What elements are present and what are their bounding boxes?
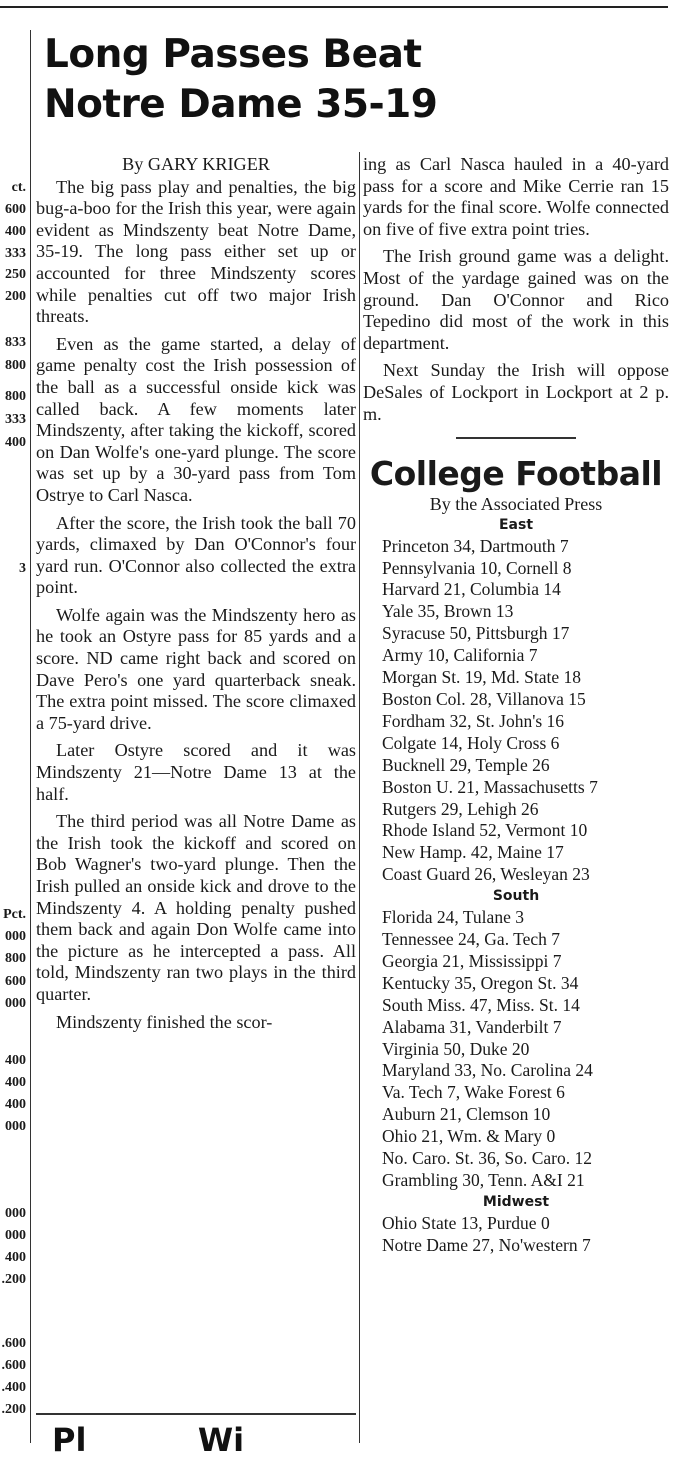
score-line: Yale 35, Brown 13	[382, 601, 514, 622]
score-line: Harvard 21, Columbia 14	[382, 579, 561, 600]
article-paragraph: The big pass play and penalties, the big bug-a-boo for the Irish this year, were again evident as Mindszenty beat Notre Dame, 35-19. The long pass either set up or accounted for three Mindszenty scores while penalties cut off two major Irish threats.	[36, 176, 356, 327]
region-heading-east: East	[498, 516, 534, 533]
article-paragraph: Later Ostyre scored and it was Mindszenty 21—Notre Dame 13 at the half.	[36, 740, 356, 804]
gutter-value: 000	[5, 996, 26, 1011]
article-paragraph: Even as the game started, a delay of game penalty cost the Irish possession of the ball as a successful onside kick was called back. A few moments later Mindszenty, after taking the kickoff, scored on Dan Wolfe's one-yard plunge. The score was set up by a 30-yard pass from Tom Ostrye to Carl Nasca.	[36, 333, 356, 505]
gutter-value: 200	[5, 289, 26, 304]
score-line: Auburn 21, Clemson 10	[382, 1104, 551, 1125]
gutter-value: .200	[1, 1402, 26, 1417]
score-line: Coast Guard 26, Wesleyan 23	[382, 864, 590, 885]
score-line: Ohio 21, Wm. & Mary 0	[382, 1126, 556, 1147]
headline-line-2: Notre Dame 35-19	[44, 82, 438, 127]
score-line: Tennessee 24, Ga. Tech 7	[382, 929, 560, 950]
article-paragraph: The Irish ground game was a delight. Most of the yardage gained was on the ground. Dan O'Connor and Rico Tepedino did most of the work in this department.	[363, 246, 669, 353]
score-line: Fordham 32, St. John's 16	[382, 710, 565, 731]
region-heading-midwest: Midwest	[482, 1193, 550, 1210]
gutter-value: 400	[5, 224, 26, 239]
section-divider	[456, 437, 576, 439]
score-line: Syracuse 50, Pittsburgh 17	[382, 623, 570, 644]
score-line: Georgia 21, Mississippi 7	[382, 950, 562, 971]
score-line: South Miss. 47, Miss. St. 14	[382, 994, 580, 1015]
score-line: Princeton 34, Dartmouth 7	[382, 535, 569, 556]
gutter-value: 400	[5, 1250, 26, 1265]
score-line: Maryland 33, No. Carolina 24	[382, 1060, 593, 1081]
gutter-value: 3	[19, 561, 26, 576]
gutter-value: ct.	[11, 180, 26, 195]
gutter-column-rule	[30, 30, 31, 1443]
score-line: Florida 24, Tulane 3	[382, 907, 524, 928]
headline-line-1: Long Passes Beat	[44, 32, 422, 77]
gutter-value: 333	[5, 412, 26, 427]
gutter-value: 800	[5, 358, 26, 373]
college-football-scores	[363, 455, 669, 1257]
score-line: Notre Dame 27, No'western 7	[382, 1234, 591, 1255]
gutter-value: 250	[5, 267, 26, 282]
article-paragraph: Mindszenty finished the scor-	[56, 1011, 273, 1032]
score-line: Boston Col. 28, Villanova 15	[382, 688, 586, 709]
gutter-value: Pct.	[3, 907, 26, 922]
gutter-value: .400	[1, 1380, 26, 1395]
gutter-value: 600	[5, 974, 26, 989]
article-paragraph: Wolfe again was the Mindszenty hero as he took an Ostyre pass for 85 yards and a score. ND came right back and scored on Dave Pero's one yard quarterback sneak. The extra point missed. The score climaxed a 75-yard drive.	[36, 604, 356, 733]
gutter-value: 000	[5, 1119, 26, 1134]
article-paragraph: The third period was all Notre Dame as the Irish took the kickoff and scored on Bob Wagner's two-yard plunge. Then the Irish pulled an onside kick and drove to the Mindszenty 4. A holding penalty pushed them back and again Don Wolfe came into the picture as he intercepted a pass. All told, Mindszenty ran two plays in the third quarter.	[36, 811, 356, 1004]
gutter-value: .600	[1, 1336, 26, 1351]
score-line: Bucknell 29, Temple 26	[382, 754, 550, 775]
top-rule	[0, 6, 668, 8]
gutter-value: 000	[5, 1228, 26, 1243]
article-paragraph: Next Sunday the Irish will oppose DeSales of Lockport in Lockport at 2 p. m.	[363, 360, 669, 424]
gutter-value: .200	[1, 1272, 26, 1287]
score-line: Alabama 31, Vanderbilt 7	[382, 1016, 562, 1037]
score-line: Colgate 14, Holy Cross 6	[382, 732, 560, 753]
article-column-2	[363, 154, 669, 1257]
gutter-value: 833	[5, 335, 26, 350]
gutter-value: 400	[5, 1075, 26, 1090]
score-line: Army 10, California 7	[382, 645, 538, 666]
article-column-rule	[359, 152, 360, 1443]
gutter-value: 400	[5, 435, 26, 450]
score-line: Morgan St. 19, Md. State 18	[382, 667, 581, 688]
score-line: Va. Tech 7, Wake Forest 6	[382, 1082, 565, 1103]
gutter-value: 000	[5, 929, 26, 944]
article-paragraph: After the score, the Irish took the ball 70 yards, climaxed by Dan O'Connor's four yard run. O'Connor also collected the extra point.	[36, 512, 356, 598]
score-line: Rhode Island 52, Vermont 10	[382, 820, 588, 841]
region-heading-south: South	[492, 888, 540, 905]
score-line: Boston U. 21, Massachusetts 7	[382, 776, 598, 797]
score-line: Kentucky 35, Oregon St. 34	[382, 972, 579, 993]
score-line: Ohio State 13, Purdue 0	[382, 1212, 550, 1233]
next-headline-cutoff: Pl Wi	[52, 1421, 245, 1459]
article-column-1	[36, 154, 356, 1033]
gutter-value: 333	[5, 246, 26, 261]
score-line: No. Caro. St. 36, So. Caro. 12	[382, 1148, 592, 1169]
score-line: Virginia 50, Duke 20	[382, 1038, 530, 1059]
gutter-value: 400	[5, 1097, 26, 1112]
article-byline: By GARY KRIGER	[122, 154, 270, 174]
score-line: New Hamp. 42, Maine 17	[382, 842, 564, 863]
scores-byline: By the Associated Press	[429, 493, 603, 514]
scores-title: College Football	[369, 453, 663, 493]
gutter-value: 800	[5, 951, 26, 966]
score-line: Grambling 30, Tenn. A&I 21	[382, 1170, 585, 1190]
gutter-value: .600	[1, 1358, 26, 1373]
score-line: Pennsylvania 10, Cornell 8	[382, 557, 572, 578]
gutter-value: 600	[5, 202, 26, 217]
article-headline	[44, 30, 474, 130]
gutter-value: 400	[5, 1053, 26, 1068]
article-end-rule	[36, 1413, 356, 1415]
gutter-value: 000	[5, 1206, 26, 1221]
gutter-value: 800	[5, 389, 26, 404]
score-line: Rutgers 29, Lehigh 26	[382, 798, 539, 819]
article-paragraph: ing as Carl Nasca hauled in a 40-yard pass for a score and Mike Cerrie ran 15 yards for the final score. Wolfe connected on five of five extra point tries.	[363, 154, 669, 239]
